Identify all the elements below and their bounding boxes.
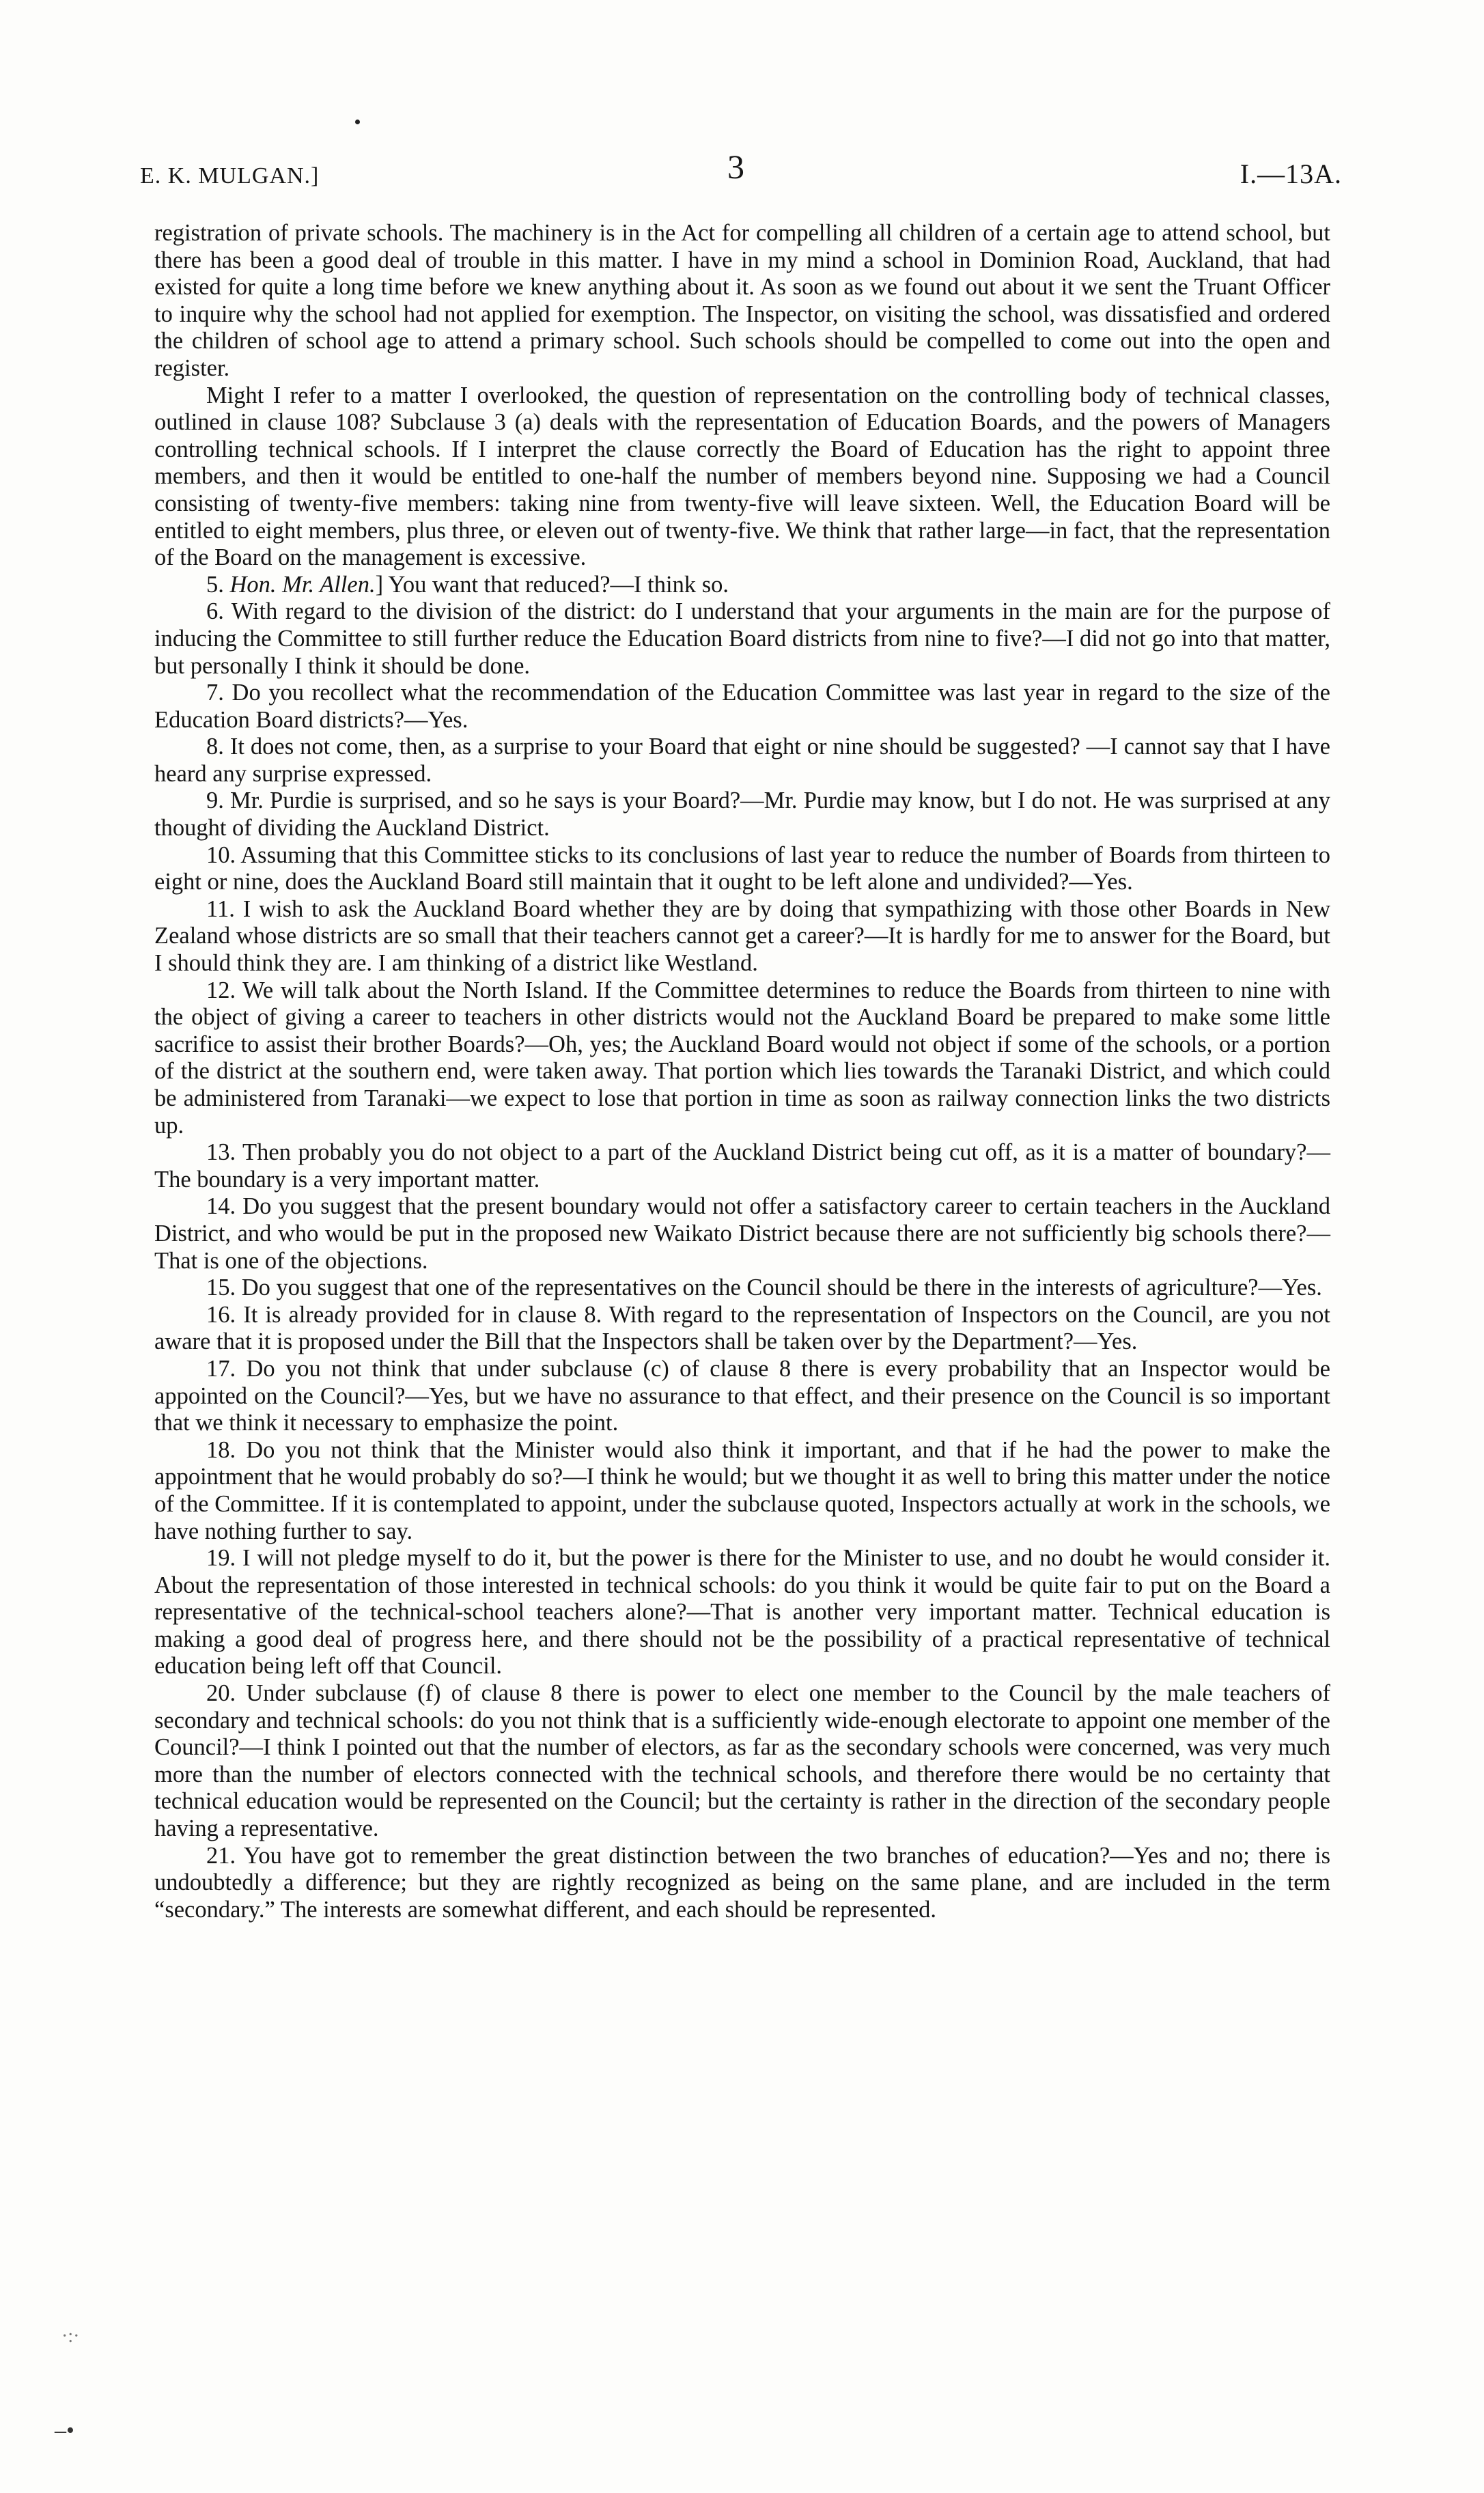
paragraph: 18. Do you not think that the Minister would also think it important, and that if he had the power to make the appointment that he would probably do so?—I think he would; but we thought it as well to bring this matter under the notice of the Committee. If it is contemplated to appoint, under the subclause quoted, Inspectors actually at work in the schools, we have nothing further to say. bbox=[154, 1436, 1330, 1544]
header-witness-name: E. K. MULGAN.] bbox=[140, 163, 320, 189]
ink-dot bbox=[355, 120, 360, 124]
paragraph-text: ] You want that reduced?—I think so. bbox=[375, 571, 729, 598]
paragraph bbox=[154, 572, 1330, 599]
paragraph: 8. It does not come, then, as a surprise to your Board that eight or nine should be suggested? —I cannot say that I have heard any surprise expressed. bbox=[154, 734, 1330, 787]
document-reference: I.—13A. bbox=[1240, 158, 1342, 189]
body-text bbox=[154, 220, 1330, 1923]
paragraph: registration of private schools. The machinery is in the Act for compelling all children of a certain age to attend school, but there has been a good deal of trouble in this matter. I have in my mind a school in Dominion Road, Auckland, that had existed for quite a long time before we knew anything about it. As soon as we found out about it we sent the Truant Officer to inquire why the school had not applied for exemption. The Inspector, on visiting the school, was dissatisfied and ordered the children of school age to attend a primary school. Such schools should be compelled to come out into the open and register. bbox=[154, 220, 1330, 381]
page-header bbox=[140, 147, 1342, 195]
paragraph: 10. Assuming that this Committee sticks to its conclusions of last year to reduce the number of Boards from thirteen to eight or nine, does the Auckland Board still maintain that it ought to be left alone and undivided?—Yes. bbox=[154, 841, 1330, 895]
paragraph: 20. Under subclause (f) of clause 8 there is power to elect one member to the Council by the male teachers of secondary and technical schools: do you not think that is a sufficiently wide-enough electorate to appoint one member of the Council?—I think I pointed out that the number of electors, as far as the secondary schools were concerned, was very much more than the number of electors connected with the technical schools, and therefore there would be no certainty that technical education would be represented on the Council; but the certainty is rather in the direction of the secondary people having a representative. bbox=[154, 1680, 1330, 1842]
scan-smudge: ·:· bbox=[61, 2326, 80, 2347]
paragraph: 9. Mr. Purdie is surprised, and so he says is your Board?—Mr. Purdie may know, but I do not. He was surprised at any thought of dividing the Auckland District. bbox=[154, 788, 1330, 841]
scan-mark: –• bbox=[55, 2418, 74, 2443]
paragraph: Might I refer to a matter I overlooked, the question of representation on the controlling body of technical classes, outlined in clause 108? Subclause 3 (a) deals with the representation of Education Boards, and the powers of Managers controlling technical schools. If I interpret the clause correctly the Board of Education has the right to appoint three members, and then it would be entitled to one-half the number of members beyond nine. Supposing we had a Council consisting of twenty-five members: taking nine from twenty-five will leave sixteen. Well, the Education Board will be entitled to eight members, plus three, or eleven out of twenty-five. We think that rather large—in fact, that the representation of the Board on the management is excessive. bbox=[154, 382, 1330, 571]
paragraph: 15. Do you suggest that one of the representatives on the Council should be there in the interests of agriculture?—Yes. bbox=[206, 1275, 1322, 1301]
paragraph: 11. I wish to ask the Auckland Board whether they are by doing that sympathizing with those other Boards in New Zealand whose districts are so small that their teachers cannot get a career?—It is hardly for me to answer for the Board, but I should think they are. I am thinking of a district like Westland. bbox=[154, 895, 1330, 977]
paragraph: 19. I will not pledge myself to do it, but the power is there for the Minister to use, and no doubt he would consider it. About the representation of those interested in technical schools: do you think it would be quite fair to put on the Board a representative of the technical-school teachers alone?—That is another very important matter. Technical education is making a good deal of progress here, and there should not be the possibility of a practical representative of technical education being left off that Council. bbox=[154, 1545, 1330, 1680]
paragraph: 21. You have got to remember the great distinction between the two branches of education?—Yes and no; there is undoubtedly a difference; but they are rightly recognized as being on the same plane, and are included in the term “secondary.” The interests are somewhat different, and each should be represented. bbox=[154, 1842, 1330, 1923]
page-number: 3 bbox=[727, 148, 745, 186]
paragraph: 14. Do you suggest that the present boundary would not offer a satisfactory career to certain teachers in the Auckland District, and who would be put in the proposed new Waikato District because there are not sufficiently big schools there?—That is one of the objections. bbox=[154, 1193, 1330, 1274]
paragraph: 12. We will talk about the North Island. If the Committee determines to reduce the Boards from thirteen to nine with the object of giving a career to teachers in other districts would not the Auckland Board be prepared to make some little sacrifice to assist their brother Boards?—Oh, yes; the Auckland Board would not object if some of the schools, or a portion of the district at the southern end, were taken away. That portion which lies towards the Taranaki District, and which could be administered from Taranaki—we expect to lose that portion in time as soon as railway connection links the two districts up. bbox=[154, 977, 1330, 1139]
paragraph: 17. Do you not think that under subclause (c) of clause 8 there is every probability that an Inspector would be appointed on the Council?—Yes, but we have no assurance to that effect, and their presence on the Council is so important that we think it necessary to emphasize the point. bbox=[154, 1355, 1330, 1436]
paragraph: 6. With regard to the division of the district: do I understand that your arguments in the main are for the purpose of inducing the Committee to still further reduce the Education Board districts from nine to five?—I did not go into that matter, but personally I think it should be done. bbox=[154, 598, 1330, 679]
paragraph: 16. It is already provided for in clause 8. With regard to the representation of Inspectors on the Council, are you not aware that it is proposed under the Bill that the Inspectors shall be taken over by the Department?—Yes. bbox=[154, 1301, 1330, 1355]
speaker-name: Hon. Mr. Allen. bbox=[229, 571, 376, 598]
paragraph: 7. Do you recollect what the recommendation of the Education Committee was last year in regard to the size of the Education Board districts?—Yes. bbox=[154, 680, 1330, 733]
paragraph-number: 5. bbox=[206, 571, 230, 598]
paragraph: 13. Then probably you do not object to a part of the Auckland District being cut off, as it is a matter of boundary?—The boundary is a very important matter. bbox=[154, 1139, 1330, 1193]
